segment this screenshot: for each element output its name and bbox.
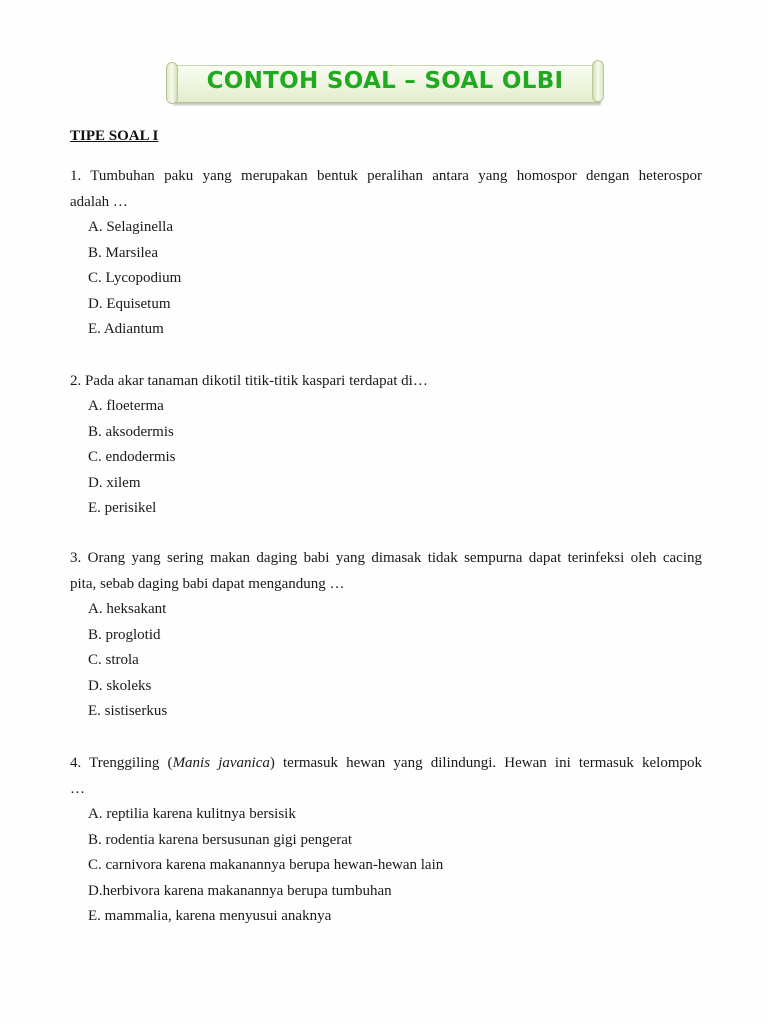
question-2-options bbox=[70, 394, 702, 522]
option-e: E. mammalia, karena menyusui anaknya bbox=[88, 908, 332, 924]
question-4-text bbox=[70, 750, 702, 802]
option-c: C. Lycopodium bbox=[88, 270, 182, 286]
question-4-text-before-latin: 4. Trenggiling ( bbox=[70, 755, 173, 771]
question-1-line-2: adalah … bbox=[70, 194, 128, 210]
question-2-line-1: 2. Pada akar tanaman dikotil titik-titik kaspari terdapat di… bbox=[70, 373, 428, 389]
question-4-line-1 bbox=[70, 750, 702, 776]
option-a: A. Selaginella bbox=[88, 219, 173, 235]
option-d: D. Equisetum bbox=[88, 295, 171, 312]
question-4-line-2: … bbox=[70, 781, 85, 797]
option-c: C. strola bbox=[88, 652, 139, 668]
latin-name: Manis javanica bbox=[172, 755, 270, 771]
question-4-text-after-latin: ) termasuk hewan yang dilindungi. Hewan ini termasuk kelompok bbox=[269, 755, 703, 771]
option-a: A. reptilia karena kulitnya bersisik bbox=[88, 806, 296, 822]
option-e: E. sistiserkus bbox=[88, 703, 168, 719]
question-3-line-2: pita, sebab daging babi dapat mengandung … bbox=[70, 576, 345, 592]
option-d: D. skoleks bbox=[88, 677, 152, 694]
question-1-line-1: 1. Tumbuhan paku yang merupakan bentuk peralihan antara yang homospor dengan heterospor bbox=[70, 168, 702, 184]
option-e: E. Adiantum bbox=[88, 321, 164, 337]
question-2 bbox=[70, 368, 702, 522]
title-banner bbox=[166, 60, 604, 104]
section-heading: TIPE SOAL I bbox=[70, 128, 159, 144]
page-title: CONTOH SOAL – SOAL OLBI bbox=[206, 68, 564, 94]
option-b: B. aksodermis bbox=[88, 423, 174, 440]
question-1-text bbox=[70, 163, 702, 215]
option-a: A. floeterma bbox=[88, 398, 164, 414]
question-3-line-1: 3. Orang yang sering makan daging babi yang dimasak tidak sempurna dapat terinfeksi oleh cacing bbox=[70, 550, 702, 566]
option-a: A. heksakant bbox=[88, 601, 167, 617]
option-c: C. endodermis bbox=[88, 449, 176, 465]
option-b: B. proglotid bbox=[88, 626, 161, 643]
option-c: C. carnivora karena makanannya berupa hewan-hewan lain bbox=[88, 857, 444, 873]
option-d: D. xilem bbox=[88, 474, 141, 491]
option-d: D.herbivora karena makanannya berupa tumbuhan bbox=[88, 882, 392, 899]
question-3-options bbox=[70, 597, 702, 725]
option-e: E. perisikel bbox=[88, 500, 157, 516]
question-3 bbox=[70, 545, 702, 725]
question-4 bbox=[70, 750, 702, 930]
question-1 bbox=[70, 163, 702, 343]
question-3-text bbox=[70, 545, 702, 597]
option-b: B. rodentia karena bersusunan gigi pengerat bbox=[88, 831, 353, 848]
question-4-options bbox=[70, 802, 702, 930]
question-1-options bbox=[70, 215, 702, 343]
option-b: B. Marsilea bbox=[88, 244, 158, 261]
question-2-text bbox=[70, 368, 702, 394]
